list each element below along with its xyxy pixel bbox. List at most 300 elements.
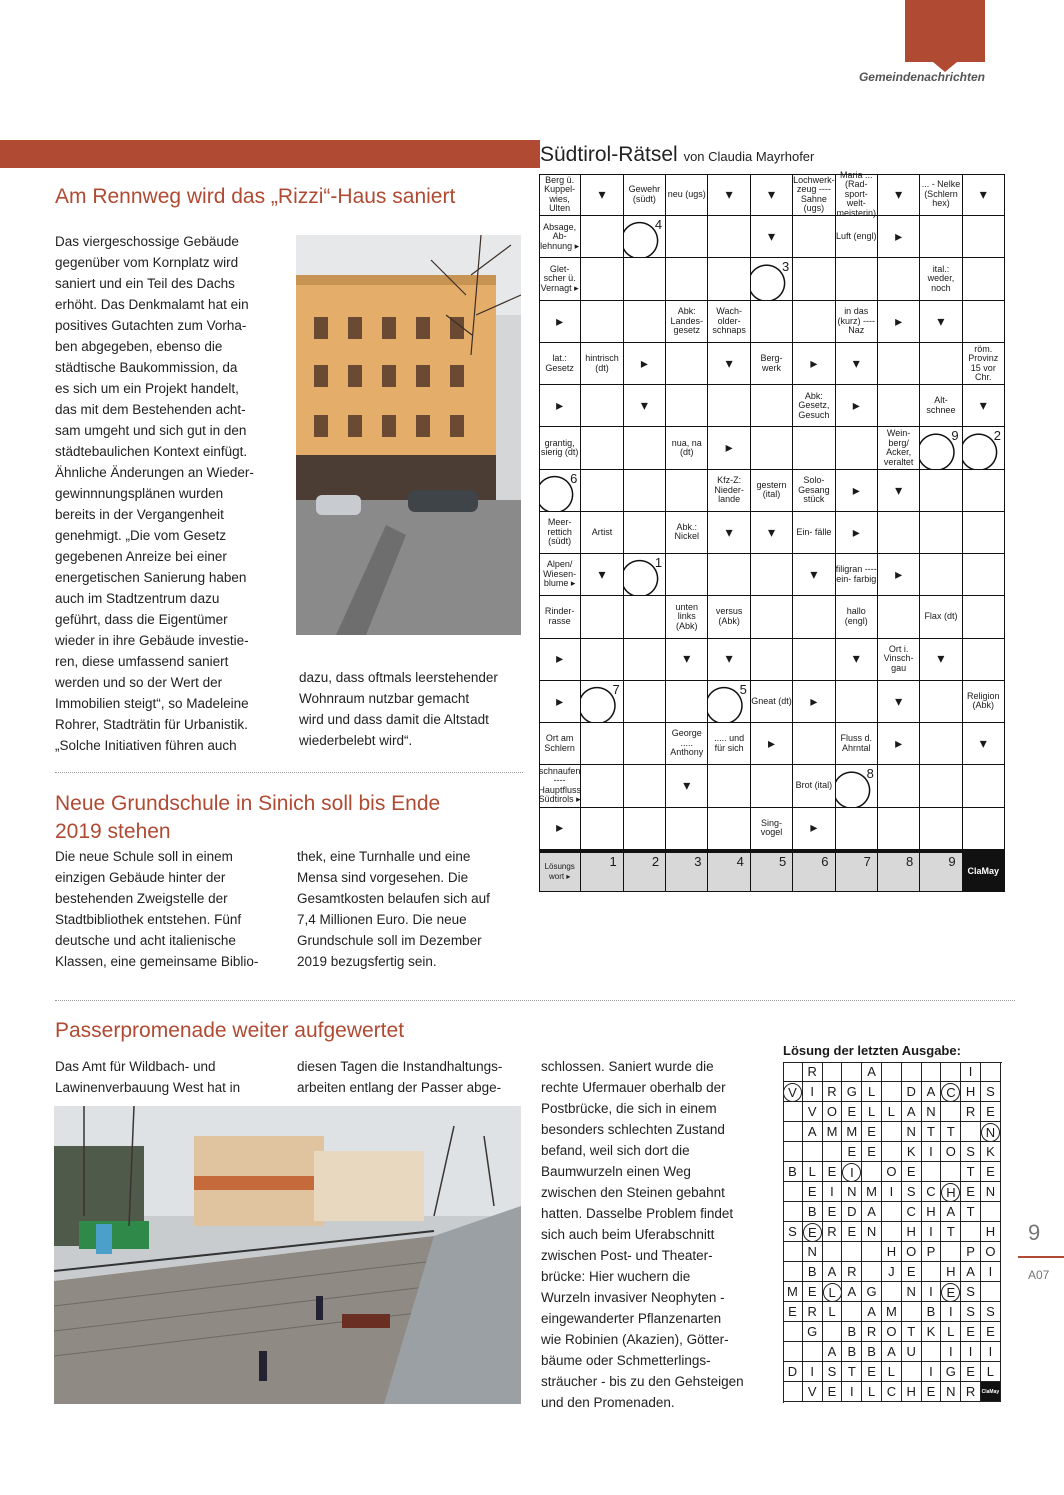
solution-cell: E	[961, 1322, 981, 1342]
text-line: 7,4 Millionen Euro. Die neue	[297, 912, 467, 927]
text-line: einzigen Gebäude hinter der	[55, 870, 226, 885]
solution-cell: D	[842, 1202, 862, 1222]
solution-cell: T	[961, 1162, 981, 1182]
solution-cell	[922, 1062, 942, 1082]
circled-letter: H	[941, 1183, 960, 1202]
article2-column1	[55, 846, 290, 972]
text-line: schlossen. Saniert wurde die	[541, 1059, 714, 1074]
solution-cell	[882, 1202, 902, 1222]
solution-cell: N	[862, 1222, 882, 1242]
crossword-cell	[666, 258, 708, 300]
crossword-cell: 5	[751, 850, 793, 892]
crossword-cell: 6	[793, 850, 835, 892]
crossword-cell: Kfz-Z: Nieder- lande	[708, 470, 750, 512]
text-line: Gesamtkosten belaufen sich auf	[297, 891, 490, 906]
crossword-cell: ▾	[624, 385, 666, 427]
crossword-cell	[624, 808, 666, 850]
solution-cell	[882, 1282, 902, 1302]
solution-cell	[922, 1342, 942, 1362]
crossword-cell: ▸	[751, 723, 793, 765]
solution-cell: A	[862, 1062, 882, 1082]
crossword-cell: ▸	[539, 639, 581, 681]
solution-cell	[823, 1242, 843, 1262]
solution-cell: B	[783, 1162, 803, 1182]
crossword-cell: 8	[836, 765, 878, 807]
crossword-cell: ▾	[708, 343, 750, 385]
solution-cell: N	[981, 1182, 1001, 1202]
solution-cell: S	[823, 1362, 843, 1382]
crossword-cell	[751, 385, 793, 427]
crossword-cell	[751, 301, 793, 343]
solution-cell: G	[862, 1282, 882, 1302]
crossword-cell: 7	[581, 681, 623, 723]
crossword-cell	[581, 723, 623, 765]
crossword-cell: 4	[708, 850, 750, 892]
solution-cell: H	[922, 1202, 942, 1222]
solution-cell: S	[961, 1302, 981, 1322]
solution-cell: K	[922, 1322, 942, 1342]
solution-cell	[823, 1142, 843, 1162]
solution-cell: B	[922, 1302, 942, 1322]
solution-cell	[783, 1102, 803, 1122]
solution-cell	[823, 1062, 843, 1082]
crossword-cell	[793, 258, 835, 300]
article3-column2	[297, 1056, 527, 1098]
solution-cell	[803, 1222, 823, 1242]
article1-title: Am Rennweg wird das „Rizzi“-Haus saniert	[55, 185, 456, 208]
text-line: bereits in der Vergangenheit	[55, 507, 224, 522]
solution-cell: I	[922, 1282, 942, 1302]
solution-cell: A	[803, 1122, 823, 1142]
crossword-cell: ital.: weder, noch	[920, 258, 962, 300]
text-line: auch im Stadtzentrum dazu	[55, 591, 220, 606]
crossword-cell	[581, 385, 623, 427]
crossword-cell: neu (ugs)	[666, 174, 708, 216]
solution-cell: E	[823, 1202, 843, 1222]
crossword-cell	[793, 216, 835, 258]
solution-cell: E	[823, 1382, 843, 1402]
text-line: sträucher - bis zu den Gehsteigen	[541, 1374, 744, 1389]
text-line: Grundschule soll im Dezember	[297, 933, 482, 948]
text-line: „Solche Initiativen führen auch	[55, 738, 237, 753]
solution-cell	[842, 1242, 862, 1262]
crossword-cell: Brot (ital)	[793, 765, 835, 807]
solution-cell: B	[842, 1342, 862, 1362]
text-line: zwischen den Steinen gebahnt	[541, 1185, 725, 1200]
article-header-band	[0, 140, 540, 168]
crossword-cell	[751, 639, 793, 681]
solution-cell: R	[823, 1222, 843, 1242]
crossword-cell: in das (kurz) ---- Naz	[836, 301, 878, 343]
text-line: gewinnnungsplänen wurden	[55, 486, 224, 501]
crossword-cell	[963, 765, 1005, 807]
crossword-cell: ▾	[878, 174, 920, 216]
text-line: gegebenen Anreize bei einer	[55, 549, 227, 564]
crossword-cell	[708, 765, 750, 807]
text-line: befand, weil sich dort die	[541, 1143, 690, 1158]
crossword-cell: ▸	[793, 343, 835, 385]
crossword-cell	[624, 470, 666, 512]
crossword-cell: Berg- werk	[751, 343, 793, 385]
crossword-cell	[920, 723, 962, 765]
solution-cell: E	[842, 1102, 862, 1122]
crossword-cell	[963, 301, 1005, 343]
solution-cell: U	[902, 1342, 922, 1362]
solution-cell: M	[823, 1122, 843, 1142]
article1-column2	[299, 667, 524, 751]
circled-letter: E	[941, 1283, 960, 1302]
crossword-cell	[708, 554, 750, 596]
crossword-cell: ▾	[878, 470, 920, 512]
solution-cell: L	[862, 1102, 882, 1122]
crossword-cell	[878, 808, 920, 850]
crossword-cell: Ort am Schlern	[539, 723, 581, 765]
article3-title: Passerpromenade weiter aufgewertet	[55, 1019, 405, 1042]
solution-cell: I	[803, 1082, 823, 1102]
crossword-cell: ▾	[751, 512, 793, 554]
page-code: A07	[1028, 1268, 1050, 1282]
crossword-cell	[793, 596, 835, 638]
text-line: werden und so der Wert der	[55, 675, 223, 690]
solution-cell: K	[981, 1142, 1001, 1162]
solution-title: Lösung der letzten Ausgabe:	[783, 1043, 961, 1058]
solution-cell: M	[862, 1182, 882, 1202]
crossword-cell	[666, 554, 708, 596]
crossword-cell: Religion (Abk)	[963, 681, 1005, 723]
solution-cell: E	[981, 1322, 1001, 1342]
solution-cell: E	[823, 1162, 843, 1182]
solution-cell: E	[842, 1142, 862, 1162]
crossword-cell	[666, 681, 708, 723]
circled-letter: L	[823, 1283, 842, 1302]
text-line: erhöht. Das Denkmalamt hat ein	[55, 297, 249, 312]
crossword-cell	[920, 808, 962, 850]
solution-cell: A	[862, 1302, 882, 1322]
text-line: gegenüber vom Kornplatz wird	[55, 255, 239, 270]
crossword-cell	[624, 639, 666, 681]
crossword-cell	[963, 554, 1005, 596]
solution-cell: K	[902, 1142, 922, 1162]
crossword-cell: ▾	[836, 343, 878, 385]
crossword-cell	[581, 808, 623, 850]
solution-cell	[922, 1162, 942, 1182]
text-line: Wohnraum nutzbar gemacht	[299, 691, 470, 706]
solution-cell: B	[842, 1322, 862, 1342]
crossword-cell: Gewehr (südt)	[624, 174, 666, 216]
solution-cell: I	[981, 1262, 1001, 1282]
crossword-grid	[538, 169, 1005, 892]
crossword-cell: schnaufen ---- Hauptfluss Südtirols ▸	[539, 765, 581, 807]
text-line: dazu, dass oftmals leerstehender	[299, 670, 498, 685]
text-line: städtische Baukommission, da	[55, 360, 238, 375]
solution-cell: E	[922, 1382, 942, 1402]
solution-cell	[981, 1202, 1001, 1222]
crossword-cell: Lochwerk- zeug ---- Sahne (ugs)	[793, 174, 835, 216]
text-line: Die neue Schule soll in einem	[55, 849, 233, 864]
solution-cell: M	[783, 1282, 803, 1302]
crossword-cell: Ein- fälle	[793, 512, 835, 554]
solution-cell: L	[823, 1302, 843, 1322]
crossword-cell	[624, 596, 666, 638]
solution-cell	[842, 1302, 862, 1322]
solution-cell: P	[961, 1242, 981, 1262]
solution-cell: N	[902, 1122, 922, 1142]
solution-cell: R	[961, 1382, 981, 1402]
solution-cell: A	[922, 1082, 942, 1102]
crossword-cell: nua, na (dt)	[666, 427, 708, 469]
crossword-cell	[878, 512, 920, 554]
crossword-cell	[624, 512, 666, 554]
solution-cell: R	[961, 1102, 981, 1122]
crossword-cell: gestern (ital)	[751, 470, 793, 512]
crossword-cell: Wach- older- schnaps	[708, 301, 750, 343]
article1-column1	[55, 231, 290, 756]
solution-cell: J	[882, 1262, 902, 1282]
crossword-cell: ClaMay	[963, 850, 1005, 892]
text-line: bestehenden Zweigstelle der	[55, 891, 228, 906]
solution-cell	[941, 1102, 961, 1122]
crossword-cell	[624, 681, 666, 723]
solution-cell	[882, 1062, 902, 1082]
text-line: Rohrer, Stadträtin für Urbanistik.	[55, 717, 248, 732]
crossword-cell	[666, 385, 708, 427]
text-line: diesen Tagen die Instandhaltungs-	[297, 1059, 503, 1074]
solution-cell: L	[981, 1362, 1001, 1382]
crossword-cell: hintrisch (dt)	[581, 343, 623, 385]
solution-cell	[941, 1162, 961, 1182]
crossword-cell: ... - Nelke (Schlern hex)	[920, 174, 962, 216]
crossword-cell	[751, 554, 793, 596]
text-line: ben abgegeben, ebenso die	[55, 339, 223, 354]
solution-cell: R	[862, 1322, 882, 1342]
solution-cell: T	[961, 1202, 981, 1222]
solution-cell: S	[981, 1302, 1001, 1322]
promenade-photo	[54, 1106, 521, 1404]
crossword-cell: 2	[624, 850, 666, 892]
crossword-cell: 2	[963, 427, 1005, 469]
crossword-cell: Alpen/ Wiesen- blume ▸	[539, 554, 581, 596]
crossword-cell	[963, 258, 1005, 300]
solution-cell	[882, 1222, 902, 1242]
crossword-cell	[878, 343, 920, 385]
crossword-cell: Glet- scher ü. Vernagt ▸	[539, 258, 581, 300]
text-line: Wurzeln invasiver Neophyten -	[541, 1290, 725, 1305]
solution-cell	[783, 1122, 803, 1142]
crossword-cell: ▸	[836, 512, 878, 554]
solution-cell	[862, 1262, 882, 1282]
text-line: rechte Ufermauer oberhalb der	[541, 1080, 726, 1095]
crossword-cell: Gneat (dt)	[751, 681, 793, 723]
crossword-cell: Alt- schnee	[920, 385, 962, 427]
solution-cell: B	[803, 1202, 823, 1222]
text-line: Ähnliche Änderungen an Wieder-	[55, 465, 254, 480]
solution-cell: E	[961, 1182, 981, 1202]
crossword-cell: Absage, Ab- lehnung ▸	[539, 216, 581, 258]
crossword-cell: ▸	[539, 681, 581, 723]
crossword-cell	[708, 808, 750, 850]
crossword-cell	[920, 512, 962, 554]
crossword-cell	[751, 765, 793, 807]
crossword-cell: Wein- berg/ Acker, veraltet	[878, 427, 920, 469]
crossword-cell: ▾	[581, 174, 623, 216]
solution-cell: S	[961, 1282, 981, 1302]
crossword-cell: lat.: Gesetz	[539, 343, 581, 385]
text-line: Mensa sind vorgesehen. Die	[297, 870, 469, 885]
solution-cell: M	[882, 1302, 902, 1322]
text-line: saniert und ein Teil des Dachs	[55, 276, 235, 291]
crossword-cell: 9	[920, 427, 962, 469]
solution-cell: E	[981, 1102, 1001, 1122]
solution-cell: S	[981, 1082, 1001, 1102]
solution-cell: I	[981, 1342, 1001, 1362]
crossword-cell: ▾	[708, 174, 750, 216]
solution-cell: B	[862, 1342, 882, 1362]
solution-cell	[783, 1082, 803, 1102]
circled-letter: V	[783, 1083, 802, 1102]
solution-cell: L	[862, 1082, 882, 1102]
text-line: 2019 bezugsfertig sein.	[297, 954, 437, 969]
crossword-cell: grantig, sierig (dt)	[539, 427, 581, 469]
crossword-cell	[624, 723, 666, 765]
solution-cell: H	[961, 1082, 981, 1102]
solution-cell	[862, 1162, 882, 1182]
crossword-cell: ▾	[751, 174, 793, 216]
solution-cell: A	[941, 1202, 961, 1222]
crossword-cell: 9	[920, 850, 962, 892]
crossword-cell	[963, 470, 1005, 512]
solution-cell	[783, 1142, 803, 1162]
crossword-cell: ▸	[878, 301, 920, 343]
crossword-cell	[581, 596, 623, 638]
text-line: wird und dass damit die Altstadt	[299, 712, 489, 727]
text-line: besonders schlechten Zustand	[541, 1122, 725, 1137]
crossword-cell: ▸	[793, 681, 835, 723]
crossword-cell: ▾	[666, 639, 708, 681]
solution-cell: ClaMay	[981, 1382, 1001, 1402]
crossword-cell: Abk.: Nickel	[666, 512, 708, 554]
solution-cell: I	[941, 1342, 961, 1362]
crossword-cell: Berg ü. Kuppel- wies, Ulten	[539, 174, 581, 216]
solution-cell: E	[783, 1302, 803, 1322]
crossword-cell: ▾	[920, 639, 962, 681]
crossword-cell: versus (Abk)	[708, 596, 750, 638]
crossword-cell	[920, 681, 962, 723]
solution-cell	[783, 1342, 803, 1362]
crossword-cell	[581, 765, 623, 807]
text-line: ren, diese umfassend saniert	[55, 654, 229, 669]
solution-cell	[902, 1062, 922, 1082]
page-marker	[1018, 1256, 1064, 1258]
text-line: arbeiten entlang der Passer abge-	[297, 1080, 502, 1095]
solution-cell: E	[862, 1142, 882, 1162]
solution-cell	[783, 1182, 803, 1202]
crossword-cell	[836, 808, 878, 850]
solution-cell	[803, 1142, 823, 1162]
solution-cell: E	[902, 1262, 922, 1282]
crossword-cell: ▸	[539, 808, 581, 850]
crossword-cell	[708, 216, 750, 258]
crossword-cell: ▸	[878, 554, 920, 596]
solution-cell: I	[922, 1362, 942, 1382]
crossword-cell: ▾	[836, 639, 878, 681]
solution-cell: L	[882, 1102, 902, 1122]
solution-cell	[902, 1362, 922, 1382]
solution-cell	[941, 1082, 961, 1102]
solution-cell: E	[981, 1162, 1001, 1182]
crossword-cell: 1	[581, 850, 623, 892]
text-line: wie Robinien (Akazien), Götter-	[541, 1332, 729, 1347]
crossword-cell: 5	[708, 681, 750, 723]
divider	[55, 1000, 1015, 1001]
text-line: sich auch beim Uferabschnitt	[541, 1227, 715, 1242]
solution-cell: A	[823, 1342, 843, 1362]
crossword-cell: Meer- rettich (südt)	[539, 512, 581, 554]
text-line: zwischen Post- und Theater-	[541, 1248, 713, 1263]
crossword-cell: ▾	[581, 554, 623, 596]
solution-cell: S	[783, 1222, 803, 1242]
solution-cell: V	[803, 1102, 823, 1122]
crossword-cell	[708, 385, 750, 427]
crossword-cell: Artist	[581, 512, 623, 554]
text-line: Das Amt für Wildbach- und	[55, 1059, 216, 1074]
solution-cell: E	[842, 1222, 862, 1242]
solution-cell	[842, 1062, 862, 1082]
solution-cell	[981, 1282, 1001, 1302]
solution-cell: A	[961, 1262, 981, 1282]
text-line: Immobilien steigt“, so Madeleine	[55, 696, 249, 711]
crossword-cell: ▾	[963, 174, 1005, 216]
page-number: 9	[1028, 1220, 1041, 1245]
crossword-cell	[581, 639, 623, 681]
crossword-cell: Lösungs wort ▸	[539, 850, 581, 892]
solution-cell	[902, 1302, 922, 1322]
solution-cell: E	[803, 1182, 823, 1202]
crossword-cell: ▾	[708, 639, 750, 681]
crossword-cell: ▾	[920, 301, 962, 343]
solution-cell	[882, 1122, 902, 1142]
crossword-cell	[793, 427, 835, 469]
crossword-title	[540, 143, 814, 167]
solution-cell: H	[882, 1242, 902, 1262]
crossword-author: von Claudia Mayrhofer	[683, 149, 815, 164]
text-line: Neue Grundschule in Sinich soll bis Ende	[55, 792, 441, 815]
text-line: deutsche und acht italienische	[55, 933, 236, 948]
crossword-cell: Ort i. Vinsch- gau	[878, 639, 920, 681]
solution-cell: E	[862, 1122, 882, 1142]
crossword-cell: ▾	[963, 723, 1005, 765]
crossword-cell	[751, 596, 793, 638]
text-line: Klassen, eine gemeinsame Biblio-	[55, 954, 259, 969]
solution-cell: E	[961, 1362, 981, 1382]
solution-cell: O	[882, 1162, 902, 1182]
solution-cell: G	[842, 1082, 862, 1102]
solution-cell	[961, 1222, 981, 1242]
solution-cell: A	[823, 1262, 843, 1282]
circled-letter: C	[941, 1083, 960, 1102]
crossword-cell	[920, 554, 962, 596]
crossword-cell	[920, 765, 962, 807]
crossword-cell	[624, 301, 666, 343]
crossword-cell: ▾	[751, 216, 793, 258]
crossword-cell: filigran ---- ein- farbig	[836, 554, 878, 596]
solution-cell: C	[902, 1202, 922, 1222]
article3-column1	[55, 1056, 290, 1098]
text-line: Stadtbibliothek entstehen. Fünf	[55, 912, 242, 927]
building-photo	[296, 235, 521, 635]
circled-letter: N	[981, 1123, 1000, 1142]
solution-cell: N	[902, 1282, 922, 1302]
crossword-cell	[666, 343, 708, 385]
